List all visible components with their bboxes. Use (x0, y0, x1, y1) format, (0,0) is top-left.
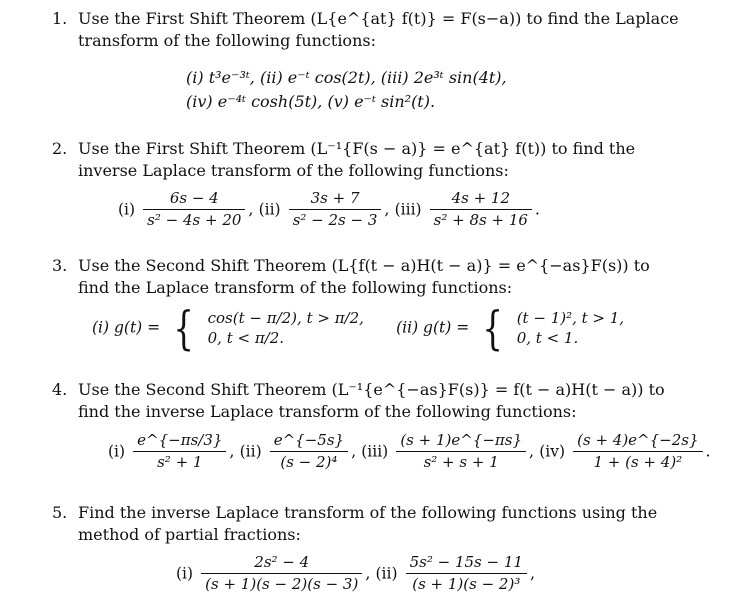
fraction-label: (i) (176, 564, 194, 583)
problem-5-line1: Find the inverse Laplace transform of the following functions using the (78, 503, 658, 522)
fraction: $\frac{e\^{}\{-\pi s/3\}}{\text{s² + 1}}$ (133, 432, 226, 472)
problem-2-line2: inverse Laplace transform of the following functions: (78, 161, 509, 180)
problem-5-line2: method of partial fractions: (78, 525, 301, 544)
problem-4-line2: find the inverse Laplace transform of the following functions: (78, 402, 577, 421)
fraction-label: (iv) (539, 442, 566, 461)
problem-4-line1: Use the Second Shift Theorem (L⁻¹{e^{−as}F(s)} = f(t − a)H(t − a)) to (78, 380, 665, 399)
fraction-label: (iii) (394, 200, 422, 219)
fraction-label: (ii) (239, 442, 262, 461)
problem-3-piecewise (92, 301, 625, 355)
fraction-label: (ii) (375, 564, 398, 583)
fraction-label: (i) (118, 200, 136, 219)
problem-4-fractions: (i) $\frac{e\^{}\{-\pi s/3\}}{\text{s² + 1}}$ , (ii) $\frac{e\^{}\{-5s\}}{\text{(s − 2)⁴}}$ , (iii) $\frac{(s + 1)e\^{}\{-\pi s\}}{\text{s² + s + 1}}$ , (iv) $\frac{(s + 4)e\^{}\{-2s\}}{\text{1 + (s + 4)²}}$ . (108, 431, 711, 472)
problem-5-fractions: (i) $\frac{\text{2s² − 4}}{(s + 1)(s - 2)(s - 3)}$ , (ii) $\frac{\text{5s² − 15s − 11}}{\text{(s + 1)(s − 2)³}}$ , (176, 553, 536, 594)
left-brace-icon: { (482, 301, 504, 355)
problem-3-line1: Use the Second Shift Theorem (L{f(t − a)H(t − a)} = e^{−as}F(s)) to (78, 256, 650, 275)
fraction: $\frac{e\^{}\{-5s\}}{\text{(s − 2)⁴}}$ (270, 432, 348, 472)
fraction: $\frac{6s - 4}{\text{s² − 4s + 20}}$ (143, 190, 245, 230)
fraction: $\frac{(s + 1)e\^{}\{-\pi s\}}{\text{s² + s + 1}}$ (396, 432, 526, 472)
fraction: $\frac{4s + 12}{\text{s² + 8s + 16}}$ (430, 190, 532, 230)
fraction: $\frac{\text{5s² − 15s − 11}}{\text{(s + 1)(s − 2)³}}$ (406, 554, 527, 594)
problem-2-line1: Use the First Shift Theorem (L⁻¹{F(s − a)} = e^{at} f(t)) to find the (78, 139, 636, 158)
piecewise-label: (i) g(t) = (92, 318, 161, 337)
fraction-label: (ii) (258, 200, 281, 219)
fraction: $\frac{(s + 4)e\^{}\{-2s\}}{\text{1 + (s + 4)²}}$ (573, 432, 702, 472)
problem-5-number: 5. (52, 503, 68, 522)
fraction: $\frac{3s + 7}{\text{s² − 2s − 3}}$ (289, 190, 382, 230)
problem-2-number: 2. (52, 139, 68, 158)
problem-1-line2: transform of the following functions: (78, 31, 376, 50)
problem-1-items-row2: (iv) e⁻⁴ᵗ cosh(5t), (v) e⁻ᵗ sin²(t). (186, 92, 436, 111)
fraction: $\frac{\text{2s² − 4}}{(s + 1)(s - 2)(s - 3)}$ (201, 554, 362, 594)
problem-3-line2: find the Laplace transform of the following functions: (78, 278, 513, 297)
problem-1-line1: Use the First Shift Theorem (L{e^{at} f(t)} = F(s−a)) to find the Laplace (78, 9, 679, 28)
problem-4-number: 4. (52, 380, 68, 399)
piecewise-cases: (t − 1)², t > 1, 0, t < 1. (516, 308, 625, 347)
problem-1-number: 1. (52, 9, 68, 28)
left-brace-icon: { (173, 301, 195, 355)
problem-2-fractions: (i) $\frac{6s - 4}{\text{s² − 4s + 20}}$ , (ii) $\frac{3s + 7}{\text{s² − 2s − 3}}$ , (iii) $\frac{4s + 12}{\text{s² + 8s + 16}}$ . (118, 189, 541, 230)
problem-3-number: 3. (52, 256, 68, 275)
fraction-label: (iii) (361, 442, 389, 461)
fraction-label: (i) (108, 442, 126, 461)
problem-1-items-row1: (i) t³e⁻³ᵗ, (ii) e⁻ᵗ cos(2t), (iii) 2e³ᵗ sin(4t), (186, 68, 507, 87)
piecewise-label: (ii) g(t) = (396, 318, 470, 337)
piecewise-cases: cos(t − π/2), t > π/2, 0, t < π/2. (207, 308, 364, 347)
